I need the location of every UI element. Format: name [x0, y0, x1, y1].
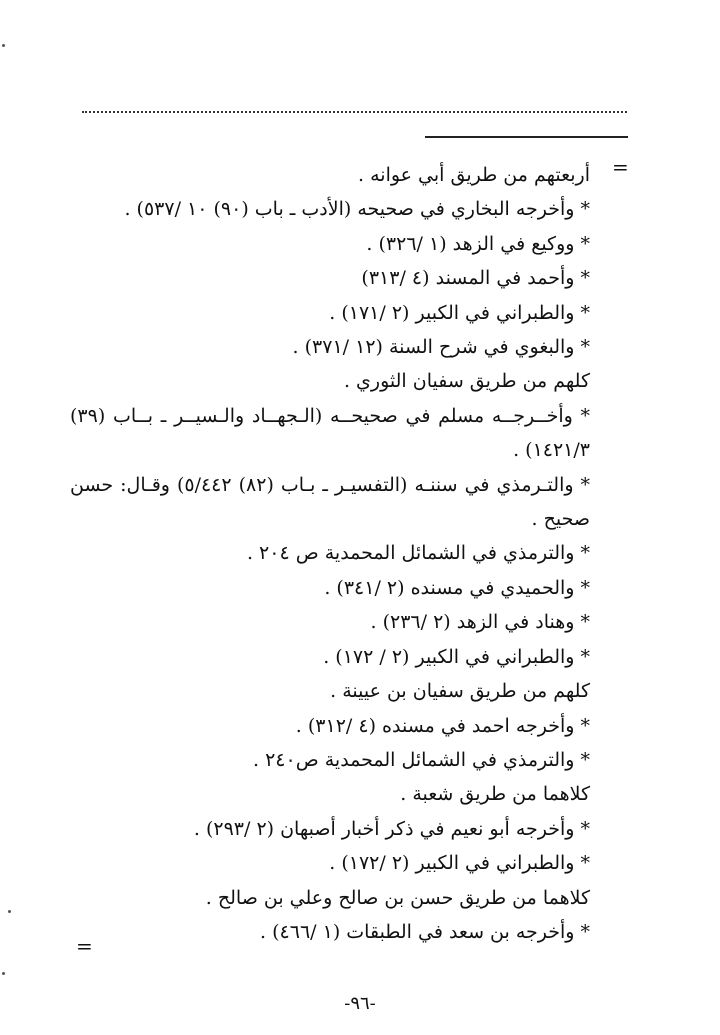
text-line: * وأخــرجــه مسلم في صحيحــه (الـجهــاد والـسيــر ـ بــاب (٣٩) ١٤٢١/٣) . [70, 404, 590, 462]
text-line: * والبغوي في شرح السنة (١٢ /٣٧١) . [292, 336, 590, 359]
scan-speck [8, 910, 11, 913]
page-number: -٩٦- [344, 993, 376, 1014]
header-dotted-rule [82, 111, 627, 113]
text-line: * والترمذي في الشمائل المحمدية ص٢٤٠ . [252, 748, 590, 771]
scan-speck [2, 44, 5, 47]
footnote-separator-rule [425, 136, 628, 138]
text-line: * وأخرجه بن سعد في الطبقات (١ /٤٦٦) . [260, 920, 590, 943]
text-line: * والطبراني في الكبير (٢ /١٧١) . [329, 301, 590, 324]
text-line: * وأخرجه البخاري في صحيحه (الأدب ـ باب (٩٠) ١٠ /٥٣٧) . [124, 198, 590, 221]
continuation-marker-top: = [612, 155, 629, 179]
text-line: * وهناد في الزهد (٢ /٢٣٦) . [370, 611, 590, 634]
text-line: أربعتهم من طريق أبي عوانه . [358, 164, 590, 186]
text-line: * وأخرجه احمد في مسنده (٤ /٣١٢) . [295, 714, 590, 737]
text-line: * والطبراني في الكبير (٢ / ١٧٢) . [323, 645, 590, 668]
text-line: * والحميدي في مسنده (٢ /٣٤١) . [324, 576, 590, 599]
continuation-marker-bottom: = [76, 934, 93, 958]
text-line: * والترمذي في الشمائل المحمدية ص ٢٠٤ . [246, 542, 590, 565]
text-line: * والطبراني في الكبير (٢ /١٧٢) . [329, 852, 590, 875]
text-line: كلهم من طريق سفيان بن عيينة . [330, 680, 590, 703]
text-line: كلهم من طريق سفيان الثوري . [343, 370, 590, 393]
text-line: * وأحمد في المسند (٤ /٣١٣) [361, 267, 590, 290]
scan-speck [2, 972, 5, 975]
text-line: كلاهما من طريق حسن بن صالح وعلي بن صالح . [205, 886, 590, 909]
text-line: * والتـرمذي في سننـه (التفسيـر ـ بـاب (٨٢) ٥/٤٤٢) وقـال: حسن صحيح . [70, 473, 591, 531]
footnote-text-body [70, 158, 590, 949]
text-line: كلاهما من طريق شعبة . [400, 783, 590, 806]
text-line: * ووكيع في الزهد (١ /٣٢٦) . [366, 232, 590, 255]
text-line: * وأخرجه أبو نعيم في ذكر أخبار أصبهان (٢ /٢٩٣) . [193, 817, 590, 840]
